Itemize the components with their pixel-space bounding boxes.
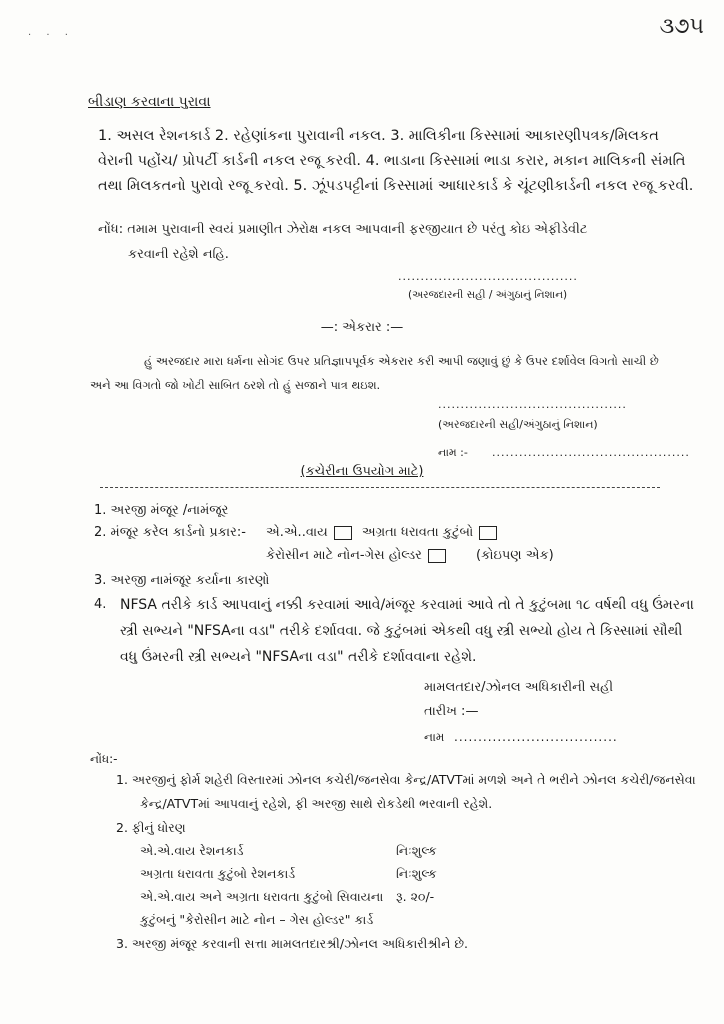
applicant-signature-line-2: .......................................... xyxy=(438,398,627,411)
applicant-name-label: નામ :- xyxy=(438,446,468,459)
applicant-signature-label: (અરજદારની સહી / અંગુઠાનું નિશાન) xyxy=(408,289,568,301)
proofs-heading: બીડાણ કરવાના પુરાવા xyxy=(88,94,211,110)
note-line-2: કરવાની રહેશે નહિ. xyxy=(128,247,229,262)
fee-value-2: નિઃશુલ્ક xyxy=(396,866,437,881)
note-1-line-1: 1. અરજીનું ફોર્મ શહેરી વિસ્તારમાં ઝોનલ કચેરી/જનસેવા કેન્દ્ર/ATVTમાં મળશે અને તે ભરીને ઝોનલ કચેરી/જનસેવા xyxy=(116,772,696,787)
officer-name-label: નામ xyxy=(424,730,445,744)
card-type-aay xyxy=(266,525,503,540)
office-item-1: 1. અરજી મંજૂર /નામંજૂર xyxy=(94,503,229,518)
applicant-signature-line: ........................................ xyxy=(398,270,578,283)
fee-label-4: કુટુંબનું "કેરોસીન માટે નોન – ગેસ હોલ્ડર" કાર્ડ xyxy=(140,912,374,927)
card-type-priority-label: અગ્રતા ધરાવતા કુટુંબો xyxy=(361,525,474,540)
office-item-4-text: NFSA તરીકે કાર્ડ આપવાનું નક્કી કરવામાં આવે/મંજૂર કરવામાં આવે તો તે કુટુંબમા ૧૮ વર્ષથી વધુ ઉંમરના સ્ત્રી સભ્યને "NFSAના વડા" તરીકે દર્શાવવા. જે કુટુંબમાં એકથી વધુ સ્ત્રી સભ્યો હોય તે કિસ્સામાં સૌથી વધુ ઉંમરની સ્ત્રી સભ્યને "NFSAના વડા" તરીકે દર્શાવવાના રહેશે. xyxy=(120,597,694,665)
office-item-3: 3. અરજી નામંજૂર કર્યાના કારણો xyxy=(94,573,270,588)
declaration-title: —: એકરાર :— xyxy=(320,320,404,335)
applicant-signature-label-2: (અરજદારની સહી/અંગુઠાનું નિશાન) xyxy=(438,418,598,431)
page-number: ૩૭૫ xyxy=(659,14,704,39)
officer-date-label: તારીખ :— xyxy=(424,704,479,719)
note-3: 3. અરજી મંજૂર કરવાની સત્તા મામલતદારશ્રી/ઝોનલ અધિકારીશ્રીને છે. xyxy=(116,936,468,951)
choose-any-one: (કોઇપણ એક) xyxy=(476,548,554,563)
office-divider xyxy=(100,487,660,488)
scan-speckles: · · · xyxy=(28,30,74,41)
fee-label-2: અગ્રતા ધરાવતા કુટુંબો રેશનકાર્ડ xyxy=(140,866,296,881)
applicant-name-line: ............................................ xyxy=(492,446,690,459)
priority-checkbox[interactable] xyxy=(479,526,497,540)
officer-name-line: .................................. xyxy=(454,730,618,744)
note-line-1: નોંધ: તમામ પુરાવાની સ્વયં પ્રમાણીત ઝેરોક્ષ નકલ આપવાની ફરજીયાત છે પરંતુ કોઇ એફીડેવીટ xyxy=(98,222,588,237)
fee-value-3: રૂ. ૨૦/- xyxy=(396,889,435,904)
officer-signature-label: મામલતદાર/ઝોનલ અધિકારીની સહી xyxy=(424,680,614,695)
fee-value-1: નિઃશુલ્ક xyxy=(396,843,437,858)
declaration-line-2: અને આ વિગતો જો ખોટી સાબિત ઠરશે તો હું સજાને પાત્ર થઇશ. xyxy=(90,378,381,392)
declaration-line-1: હું અરજદાર મારા ધર્મના સોગંદ ઉપર પ્રતિજ્ઞાપપૂર્વક એકરાર કરી આપી જણાવું છું કે ઉપર દર્શાવેલ વિગતો સાચી છે xyxy=(144,354,659,368)
notes-title: નોંધ:- xyxy=(90,752,118,766)
note-2: 2. ફીનું ધોરણ xyxy=(116,820,186,835)
office-item-4-number: 4. xyxy=(94,597,107,612)
card-type-kerosene xyxy=(266,548,554,563)
kerosene-checkbox[interactable] xyxy=(428,549,446,563)
note-1-line-2: કેન્દ્ર/ATVTમાં આપવાનું રહેશે, ફી અરજી સાથે રોકડેથી ભરવાની રહેશે. xyxy=(140,796,493,811)
fee-label-3: એ.એ.વાય અને અગ્રતા ધરાવતા કુટુંબો સિવાયના xyxy=(140,889,384,904)
office-item-2: 2. મંજૂર કરેલ કાર્ડનો પ્રકાર:- xyxy=(94,525,246,540)
office-use-title: (કચેરીના ઉપયોગ માટે) xyxy=(300,464,424,479)
proofs-paragraph: 1. અસલ રેશનકાર્ડ 2. રહેણાંકના પુરાવાની નકલ. 3. માલિકીના કિસ્સામાં આકારણીપત્રક/મિલકત વેરાની પહોંચ/ પ્રોપર્ટી કાર્ડની નકલ રજૂ કરવી. 4. ભાડાના કિસ્સામાં ભાડા કરાર, મકાન માલિકની સંમતિ તથા મિલકતનો પુરાવો રજૂ કરવો. 5. ઝૂંપડપટ્ટીનાં કિસ્સામાં આધારકાર્ડ કે ચૂંટણીકાર્ડની નકલ રજૂ કરવી. xyxy=(98,128,694,194)
card-type-aay-label: એ.એ..વાય xyxy=(266,525,328,540)
card-type-kerosene-label: કેરોસીન માટે નોન-ગેસ હોલ્ડર xyxy=(266,548,422,563)
fee-label-1: એ.એ.વાય રેશનકાર્ડ xyxy=(140,843,244,858)
aay-checkbox[interactable] xyxy=(334,526,352,540)
